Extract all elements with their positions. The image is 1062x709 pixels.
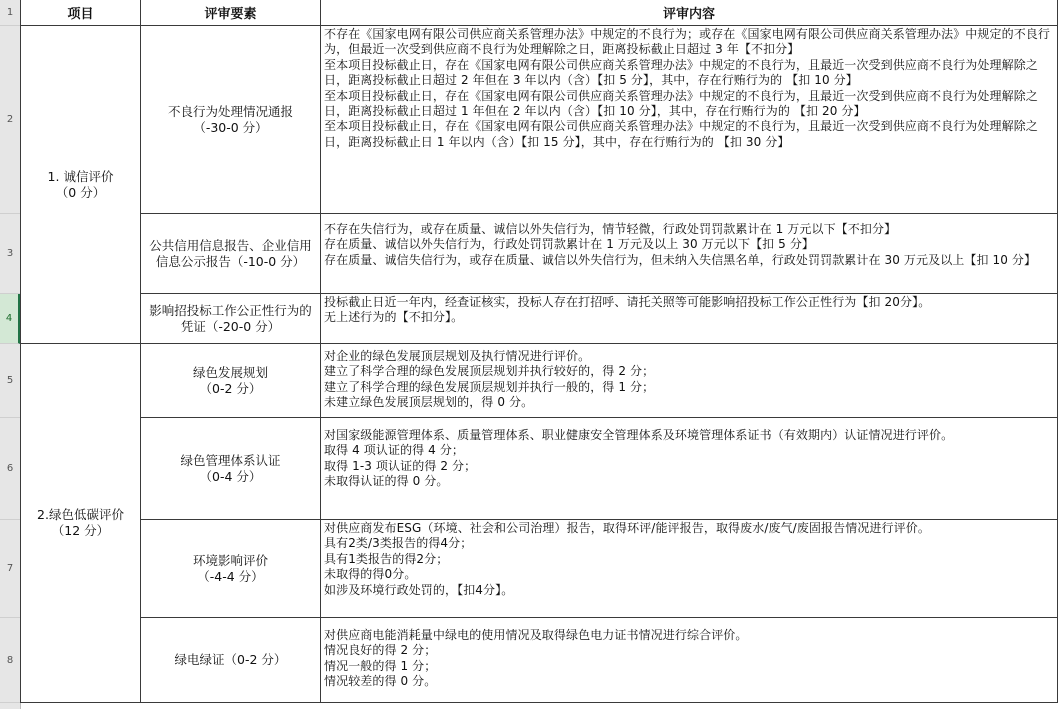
element-label: 影响招投标工作公正性行为的凭证（-20-0 分） bbox=[149, 302, 312, 334]
element-label: 绿色发展规划 （0-2 分） bbox=[192, 364, 268, 396]
row-number-5[interactable]: 5 bbox=[0, 344, 20, 418]
element-label: 绿色管理体系认证 （0-4 分） bbox=[180, 452, 281, 484]
header-cell-content[interactable]: 评审内容 bbox=[321, 0, 1058, 26]
element-cell[interactable] bbox=[141, 520, 321, 618]
content-cell[interactable]: 不存在《国家电网有限公司供应商关系管理办法》中规定的不良行为；或存在《国家电网有限公司供应商关系管理办法》中规定的不良行为，但最近一次受到供应商不良行为处理解除之日，距离投标截止日超过 3 年【不扣分】 至本项目投标截止日，存在《国家电网有限公司供应商关系管理办法》中规定的不良行为，且最近一次受到供应商不良行为处理解除之日，距离投标截止日超过 2 年但在 3 年以内（含）【扣 5 分】，其中，存在行贿行为的 【扣 10 分】 至本项目投标截止日，存在《国家电网有限公司供应商关系管理办法》中规定的不良行为，且最近一次受到供应商不良行为处理解除之日，距离投标截止日超过 1 年但在 2 年以内（含）【扣 10 分】，其中，存在行贿行为的 【扣 20 分】 至本项目投标截止日，存在《国家电网有限公司供应商关系管理办法》中规定的不良行为，且最近一次受到供应商不良行为处理解除之日，距离投标截止日 1 年以内（含）【扣 15 分】，其中，存在行贿行为的 【扣 30 分】 bbox=[321, 26, 1058, 214]
element-cell[interactable] bbox=[141, 418, 321, 520]
element-cell[interactable] bbox=[141, 618, 321, 703]
row-header-gutter bbox=[0, 0, 21, 709]
content-cell[interactable]: 对供应商电能消耗量中绿电的使用情况及取得绿色电力证书情况进行综合评价。 情况良好的得 2 分； 情况一般的得 1 分； 情况较差的得 0 分。 bbox=[321, 618, 1058, 703]
element-cell[interactable] bbox=[141, 26, 321, 214]
element-cell[interactable] bbox=[141, 294, 321, 344]
group-name: 2.绿色低碳评价 （12 分） bbox=[37, 507, 124, 538]
element-cell[interactable] bbox=[141, 344, 321, 418]
content-cell[interactable]: 对企业的绿色发展顶层规划及执行情况进行评价。 建立了科学合理的绿色发展顶层规划并执行较好的，得 2 分； 建立了科学合理的绿色发展顶层规划并执行一般的，得 1 分； 未建立绿色发展顶层规划的，得 0 分。 bbox=[321, 344, 1058, 418]
row-number-3[interactable]: 3 bbox=[0, 214, 20, 294]
header-cell-element[interactable]: 评审要素 bbox=[141, 0, 321, 26]
element-label: 不良行为处理情况通报 （-30-0 分） bbox=[167, 103, 293, 135]
content-cell[interactable]: 投标截止日近一年内，经查证核实，投标人存在打招呼、请托关照等可能影响招投标工作公正性行为【扣 20分】。 无上述行为的【不扣分】。 bbox=[321, 294, 1058, 344]
element-cell[interactable] bbox=[141, 214, 321, 294]
content-cell[interactable]: 对供应商发布ESG（环境、社会和公司治理）报告，取得环评/能评报告，取得废水/废气/废固报告情况进行评价。 具有2类/3类报告的得4分； 具有1类报告的得2分； 未取得的得0分。 如涉及环境行政处罚的，【扣4分】。 bbox=[321, 520, 1058, 618]
content-cell[interactable]: 对国家级能源管理体系、质量管理体系、职业健康安全管理体系及环境管理体系证书（有效期内）认证情况进行评价。 取得 4 项认证的得 4 分； 取得 1-3 项认证的得 2 分； 未取得认证的得 0 分。 bbox=[321, 418, 1058, 520]
row-number-4[interactable]: 4 bbox=[0, 294, 20, 344]
row-number-8[interactable]: 8 bbox=[0, 618, 20, 703]
row-number-2[interactable]: 2 bbox=[0, 26, 20, 214]
element-label: 环境影响评价 （-4-4 分） bbox=[192, 552, 268, 584]
spreadsheet-grid bbox=[20, 0, 1060, 709]
row-number-6[interactable]: 6 bbox=[0, 418, 20, 520]
row-number-7[interactable]: 7 bbox=[0, 520, 20, 618]
group-cell-credit[interactable] bbox=[20, 26, 141, 344]
group-cell-green[interactable] bbox=[20, 344, 141, 703]
element-label: 公共信用信息报告、企业信用信息公示报告（-10-0 分） bbox=[149, 237, 312, 269]
element-label: 绿电绿证（0-2 分） bbox=[174, 652, 287, 667]
group-name: 1. 诚信评价 （0 分） bbox=[47, 168, 114, 200]
content-cell[interactable]: 不存在失信行为，或存在质量、诚信以外失信行为，情节轻微，行政处罚罚款累计在 1 万元以下【不扣分】 存在质量、诚信以外失信行为，行政处罚罚款累计在 1 万元及以上 30 万元以下【扣 5 分】 存在质量、诚信失信行为，或存在质量、诚信以外失信行为，但未纳入失信黑名单，行政处罚罚款累计在 30 万元及以上【扣 10 分】 bbox=[321, 214, 1058, 294]
row-number-1[interactable]: 1 bbox=[0, 0, 20, 26]
header-cell-item[interactable]: 项目 bbox=[20, 0, 141, 26]
